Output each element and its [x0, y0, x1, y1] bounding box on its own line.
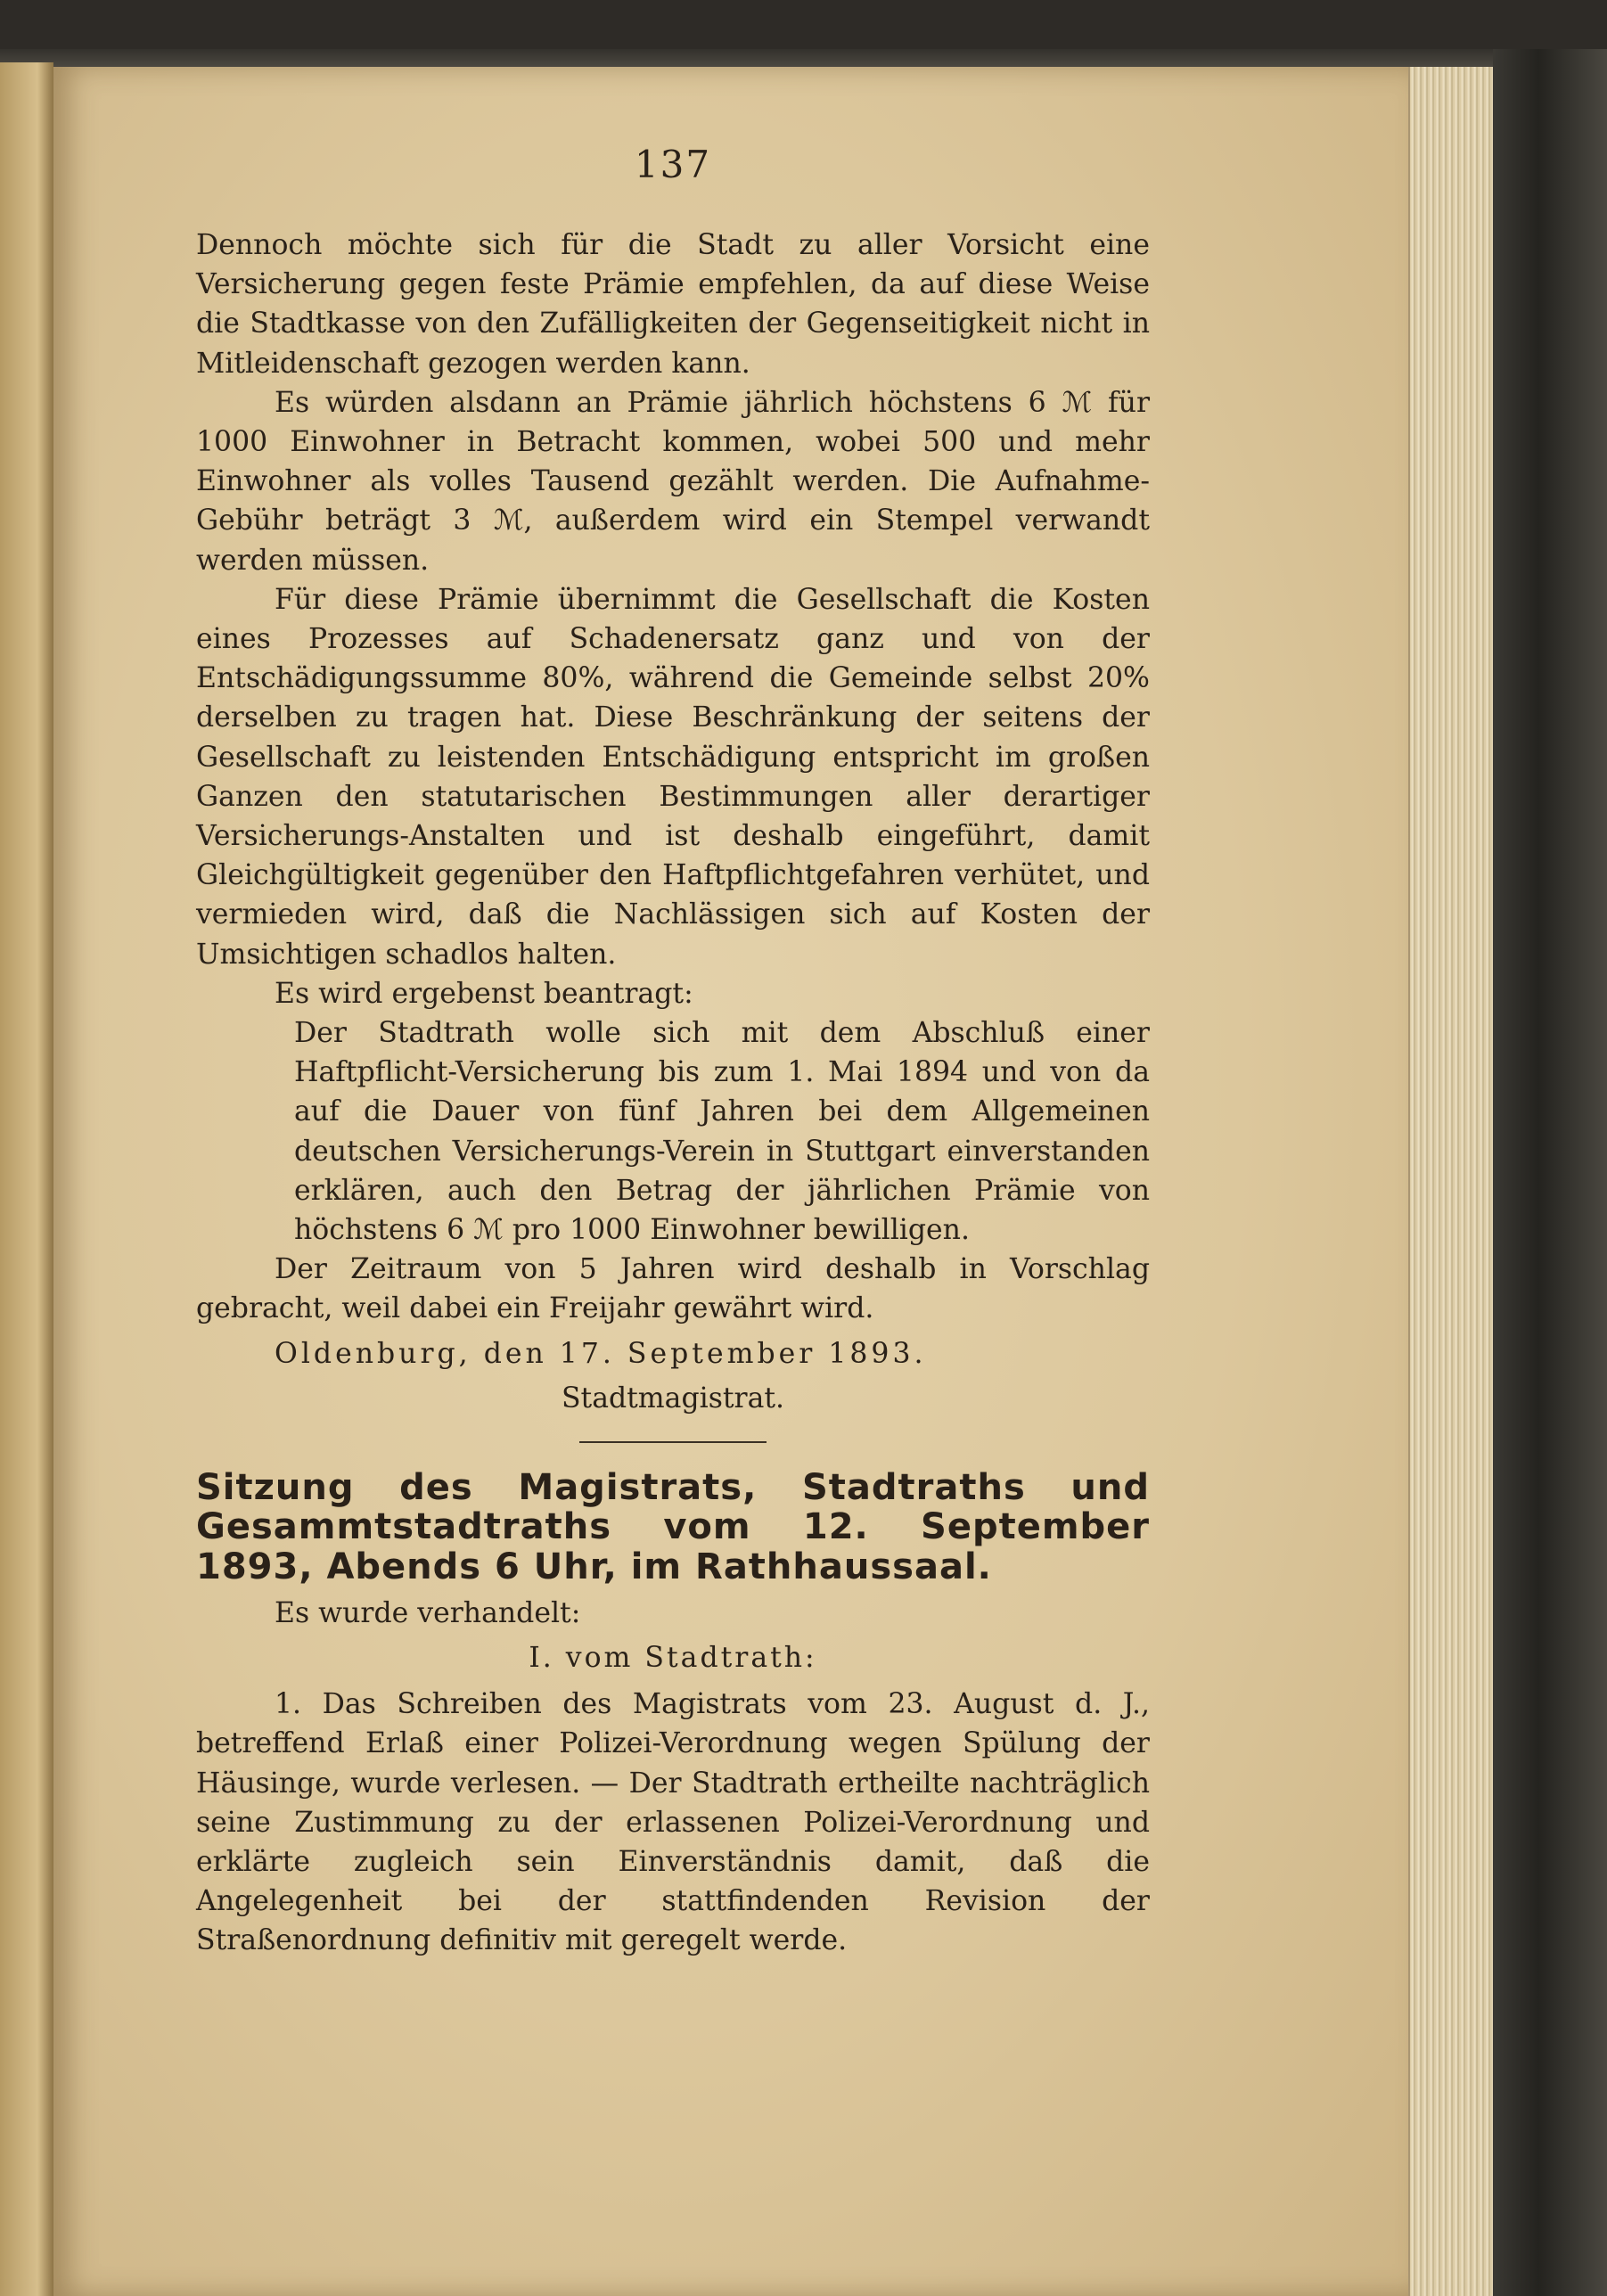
page-content — [196, 143, 1150, 1961]
left-page-edge — [0, 62, 53, 2296]
closing-paragraph: Der Zeitraum von 5 Jahren wird deshalb in Vorschlag gebracht, weil dabei ein Freijahr gewährt wird. — [196, 1253, 1150, 1325]
book-cover-top — [0, 49, 1607, 69]
paragraph-4: Es wird ergebenst beantragt: — [275, 977, 693, 1010]
page-number: 137 — [634, 143, 712, 186]
proposal-text: Der Stadtrath wolle sich mit dem Abschluß einer Haftpflicht-Versicherung bis zum 1. Mai 1894 und von da auf die Dauer von fünf Jahren bei dem Allgemeinen deutschen Versicherungs-Verein in Stuttgart einverstanden erklären, auch den Betrag der jährlichen Prämie von höchstens 6 ℳ pro 1000 Einwohner bewilligen. — [294, 1017, 1150, 1247]
paragraph-2: Es würden alsdann an Prämie jährlich höchstens 6 ℳ für 1000 Einwohner in Betracht kommen, wobei 500 und mehr Einwohner als volles Tausend gezählt werden. Die Aufnahme-Gebühr beträgt 3 ℳ, außerdem wird ein Stempel verwandt werden müssen. — [196, 386, 1150, 577]
book-cover-right — [1493, 49, 1607, 2296]
proposal-block — [196, 1013, 1150, 1250]
signature: Stadtmagistrat. — [561, 1382, 785, 1414]
dateline: Oldenburg, den 17. September 1893. — [275, 1337, 927, 1370]
subheading: I. vom Stadtrath: — [529, 1641, 817, 1674]
section-divider — [579, 1441, 767, 1443]
section-heading: Sitzung des Magistrats, Stadtraths und Gesammtstadtraths vom 12. September 1893, Abends 6 Uhr, im Rathhaussaal. — [196, 1467, 1150, 1587]
page-stack-edge — [1408, 67, 1495, 2296]
paragraph-1: Dennoch möchte sich für die Stadt zu aller Vorsicht eine Versicherung gegen feste Prämie empfehlen, da auf diese Weise die Stadtkasse von den Zufälligkeiten der Gegenseitigkeit nicht in Mitleidenschaft gezogen werden kann. — [196, 229, 1150, 380]
paragraph-3: Für diese Prämie übernimmt die Gesellschaft die Kosten eines Prozesses auf Schadenersatz ganz und von der Entschädigungssumme 80%, während die Gemeinde selbst 20% derselben zu tragen hat. Diese Beschränkung der seitens der Gesellschaft zu leistenden Entschädigung entspricht im großen Ganzen den statutarischen Bestimmungen aller derartiger Versicherungs-Anstalten und ist deshalb eingeführt, damit Gleichgültigkeit gegenüber den Haftpflichtgefahren verhütet, und vermieden wird, daß die Nachlässigen sich auf Kosten der Umsichtigen schadlos halten. — [196, 583, 1150, 971]
intro-line: Es wurde verhandelt: — [275, 1596, 581, 1629]
item-1: 1. Das Schreiben des Magistrats vom 23. August d. J., betreffend Erlaß einer Polizei-Verordnung wegen Spülung der Häusinge, wurde verlesen. — Der Stadtrath ertheilte nachträglich seine Zustimmung zu der erlassenen Polizei-Verordnung und erklärte zugleich sein Einverständnis damit, daß die Angelegenheit bei der stattfindenden Revision der Straßenordnung definitiv mit geregelt werde. — [196, 1688, 1150, 1957]
